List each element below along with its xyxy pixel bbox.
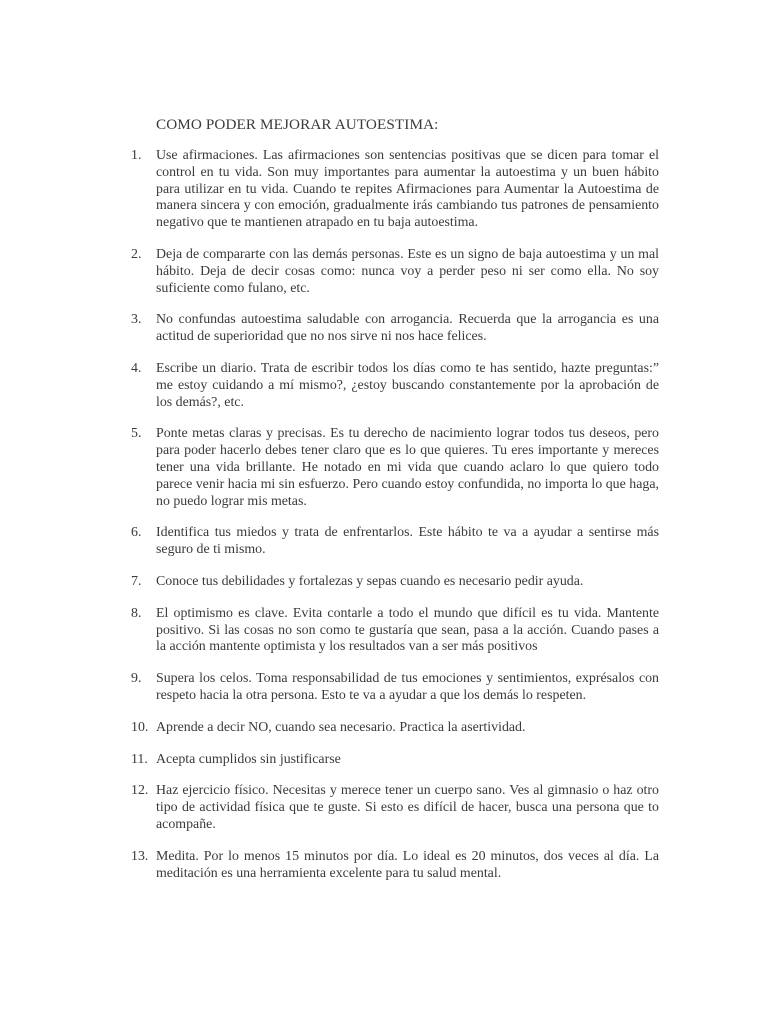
- list-item: [131, 720, 659, 737]
- list-item-number: 3.: [131, 312, 142, 328]
- list-item-number: 2.: [131, 246, 142, 262]
- list-item-text: Escribe un diario. Trata de escribir todos los días como te has sentido, hazte preguntas:” me estoy cuidando a mí mismo?, ¿estoy buscando constantemente por la aprobación de los demás?, etc.: [156, 360, 659, 410]
- list-item-number: 11.: [131, 751, 148, 767]
- list-item-number: 10.: [131, 719, 149, 735]
- list-item-number: 5.: [131, 426, 142, 442]
- list-item: [131, 426, 659, 510]
- list-item: [131, 783, 659, 833]
- list-item-text: Supera los celos. Toma responsabilidad de tus emociones y sentimientos, exprésalos con respeto hacia la otra persona. Esto te va a ayudar a que los demás lo respeten.: [156, 671, 659, 703]
- list-item-text: Identifica tus miedos y trata de enfrentarlos. Este hábito te va a ayudar a sentirse más seguro de ti mismo.: [156, 525, 659, 558]
- list-item-text: Deja de compararte con las demás personas. Este es un signo de baja autoestima y un mal hábito. Deja de decir cosas como: nunca voy a perder peso ni ser como ella. No soy suficiente como fulano, etc.: [156, 246, 659, 296]
- list-item-text: Haz ejercicio físico. Necesitas y merece tener un cuerpo sano. Ves al gimnasio o haz otro tipo de actividad física que te guste. Si esto es difícil de hacer, busca una persona que to acompañe.: [156, 783, 659, 832]
- list-item-number: 9.: [131, 671, 142, 687]
- list-item-text: Acepta cumplidos sin justificarse: [156, 751, 341, 767]
- list-item: [131, 671, 659, 705]
- list-item: [131, 849, 659, 883]
- list-item: [131, 312, 659, 346]
- list-item-number: 7.: [131, 573, 142, 589]
- list-item-text: El optimismo es clave. Evita contarle a todo el mundo que difícil es tu vida. Mantente positivo. Si las cosas no son como te gustaría que sean, pasa a la acción. Cuando pases a la acción mantente optimista y los resultados van a ser más positivos: [156, 605, 659, 655]
- list-item-text: Conoce tus debilidades y fortalezas y sepas cuando es necesario pedir ayuda.: [156, 573, 584, 589]
- list-item-text: Aprende a decir NO, cuando sea necesario. Practica la asertividad.: [156, 719, 526, 735]
- list-item-text: Medita. Por lo menos 15 minutos por día. Lo ideal es 20 minutos, dos veces al día. La meditación es una herramienta excelente para tu salud mental.: [156, 848, 659, 881]
- list-item-number: 12.: [131, 783, 149, 799]
- tips-list: [131, 148, 659, 897]
- list-item: [131, 574, 659, 591]
- list-item-text: Ponte metas claras y precisas. Es tu derecho de nacimiento lograr todos tus deseos, pero para poder hacerlo debes tener claro que es lo que quieres. Tu eres importante y mereces tener una vida brillante. He notado en mi vida que cuando aclaro lo que quiero todo parece venir hacia mi sin esfuerzo. Pero cuando estoy confundida, no importa lo que haga, no puedo lograr mis metas.: [156, 426, 659, 509]
- list-item-number: 13.: [131, 848, 149, 864]
- list-item: [131, 525, 659, 559]
- list-item: [131, 148, 659, 232]
- list-item-number: 1.: [131, 148, 142, 163]
- list-item-number: 8.: [131, 605, 142, 621]
- list-item-number: 4.: [131, 360, 142, 376]
- list-item-text: No confundas autoestima saludable con arrogancia. Recuerda que la arrogancia es una actitud de superioridad que no nos sirve ni nos hace felices.: [156, 312, 659, 345]
- list-item: [131, 247, 659, 297]
- list-item: [131, 361, 659, 411]
- list-item: [131, 752, 659, 769]
- list-item-text: Use afirmaciones. Las afirmaciones son sentencias positivas que se dicen para tomar el control en tu vida. Son muy importantes para aumentar la autoestima y un buen hábito para utilizar en tu vida. Cuando te repites Afirmaciones para Aumentar la Autoestima de manera sincera y con emoción, gradualmente irás cambiando tus patrones de pensamiento negativo que te mantienen atrapado en tu baja autoestima.: [156, 148, 659, 231]
- list-item-number: 6.: [131, 525, 142, 541]
- document-title: COMO PODER MEJORAR AUTOESTIMA:: [156, 116, 439, 133]
- list-item: [131, 606, 659, 656]
